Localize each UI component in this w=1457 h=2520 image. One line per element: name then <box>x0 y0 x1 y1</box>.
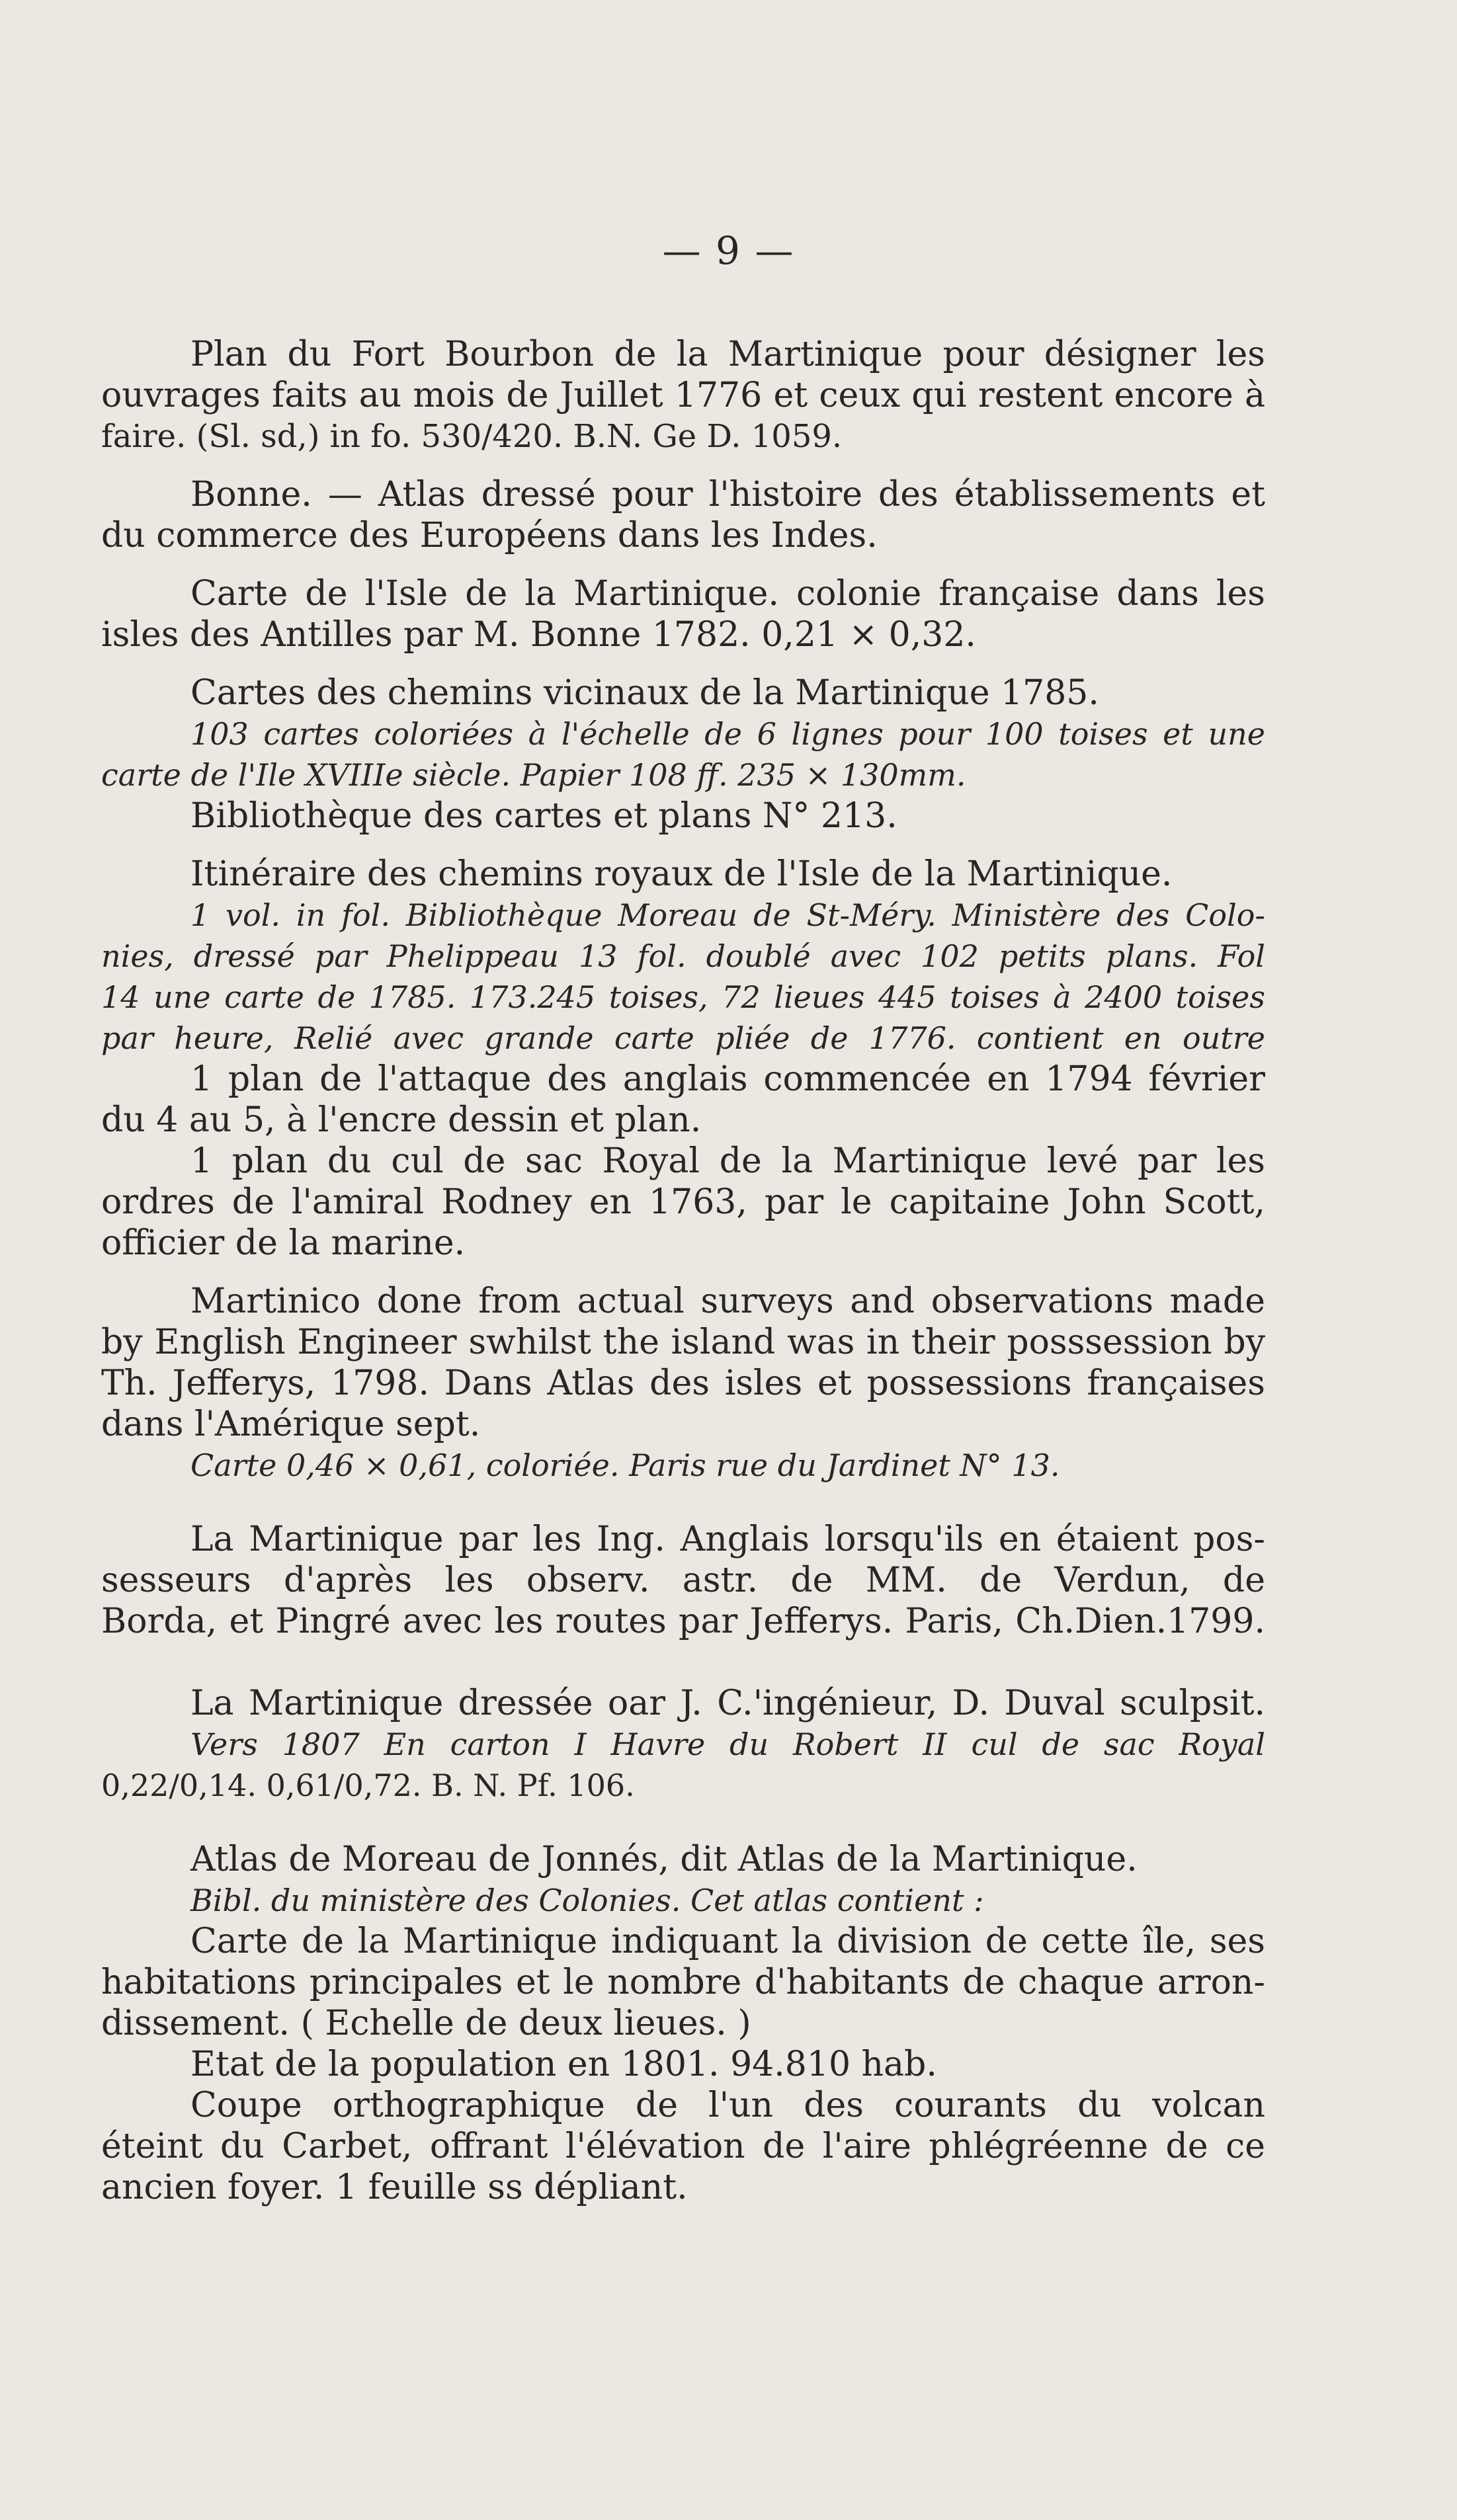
entry-moreau-atlas <box>101 1839 1265 2208</box>
text-line: Itinéraire des chemins royaux de l'Isle de la Martinique. <box>190 854 1173 894</box>
text-line: faire. (Sl. sd,) in fo. 530/420. B.N. Ge D. 1059. <box>101 418 843 455</box>
entry-martinico <box>101 1281 1265 1486</box>
entry-ing-anglais <box>101 1519 1265 1642</box>
text-line: ancien foyer. 1 feuille ss dépliant. <box>101 2168 688 2207</box>
text-line: Bibliothèque des cartes et plans N° 213. <box>190 796 897 836</box>
text-line: Plan du Fort Bourbon de la Martinique pour désigner les <box>190 335 1265 374</box>
entry-itineraire <box>101 854 1265 1264</box>
text-line: Martinico done from actual surveys and observations made <box>190 1281 1265 1321</box>
text-line: 1 vol. in fol. Bibliothèque Moreau de St-Méry. Ministère des Colo- <box>190 897 1265 933</box>
text-line: Carte de l'Isle de la Martinique. colonie française dans les <box>190 574 1265 614</box>
text-line: du commerce des Européens dans les Indes. <box>101 516 878 555</box>
text-line: ouvrages faits au mois de Juillet 1776 et ceux qui restent encore à <box>101 376 1265 415</box>
text-line: Carte de la Martinique indiquant la division de cette île, ses <box>190 1922 1265 1961</box>
text-line: dans l'Amérique sept. <box>101 1404 481 1444</box>
text-line: par heure, Relié avec grande carte pliée de 1776. contient en outre <box>101 1020 1265 1056</box>
text-line: Etat de la population en 1801. 94.810 hab. <box>190 2045 937 2084</box>
text-line: Borda, et Pingré avec les routes par Jefferys. Paris, Ch.Dien.1799. <box>101 1602 1265 1641</box>
text-line: isles des Antilles par M. Bonne 1782. 0,21 × 0,32. <box>101 615 976 655</box>
document-body <box>101 334 1265 2208</box>
text-line: carte de l'Ile XVIIIe siècle. Papier 108 ff. 235 × 130mm. <box>101 757 966 793</box>
text-line: Th. Jefferys, 1798. Dans Atlas des isles et possessions françaises <box>101 1363 1265 1403</box>
text-line: du 4 au 5, à l'encre dessin et plan. <box>101 1100 702 1140</box>
text-line: 14 une carte de 1785. 173.245 toises, 72 lieues 445 toises à 2400 toises <box>101 979 1265 1015</box>
text-line: La Martinique dressée oar J. C.'ingénieur, D. Duval sculpsit. <box>190 1684 1265 1723</box>
text-line: Coupe orthographique de l'un des courants du volcan <box>190 2086 1265 2125</box>
entry-chemins-vicinaux <box>101 672 1265 836</box>
text-line: 0,22/0,14. 0,61/0,72. B. N. Pf. 106. <box>101 1768 635 1803</box>
text-line: by English Engineer swhilst the island was in their posssession by <box>101 1322 1265 1362</box>
text-line: habitations principales et le nombre d'habitants de chaque arron- <box>101 1963 1265 2002</box>
text-line: 103 cartes coloriées à l'échelle de 6 lignes pour 100 toises et une <box>190 716 1265 752</box>
entry-duval <box>101 1683 1265 1806</box>
text-line: 1 plan du cul de sac Royal de la Martinique levé par les <box>190 1141 1265 1181</box>
text-line: 1 plan de l'attaque des anglais commencée en 1794 février <box>190 1059 1265 1099</box>
entry-bonne-atlas <box>101 474 1265 556</box>
text-line: Bibl. du ministère des Colonies. Cet atlas contient : <box>190 1883 984 1918</box>
text-line: éteint du Carbet, offrant l'élévation de l'aire phlégréenne de ce <box>101 2127 1265 2166</box>
text-line: officier de la marine. <box>101 1223 466 1263</box>
text-line: Atlas de Moreau de Jonnés, dit Atlas de la Martinique. <box>190 1840 1138 1879</box>
text-line: Bonne. — Atlas dressé pour l'histoire des établissements et <box>190 475 1265 514</box>
entry-fort-bourbon <box>101 334 1265 457</box>
text-line: dissement. ( Echelle de deux lieues. ) <box>101 2004 751 2043</box>
text-line: nies, dressé par Phelippeau 13 fol. doublé avec 102 petits plans. Fol <box>101 938 1265 974</box>
text-line: Cartes des chemins vicinaux de la Martinique 1785. <box>190 673 1099 713</box>
text-line: ordres de l'amiral Rodney en 1763, par le capitaine John Scott, <box>101 1182 1265 1222</box>
text-line: sesseurs d'après les observ. astr. de MM. de Verdun, de <box>101 1561 1265 1600</box>
entry-carte-isle <box>101 573 1265 655</box>
text-line: Vers 1807 En carton I Havre du Robert II cul de sac Royal <box>190 1727 1265 1762</box>
page-number: — 9 — <box>662 228 795 273</box>
text-line: Carte 0,46 × 0,61, coloriée. Paris rue du Jardinet N° 13. <box>190 1447 1060 1483</box>
text-line: La Martinique par les Ing. Anglais lorsqu'ils en étaient pos- <box>190 1520 1265 1559</box>
